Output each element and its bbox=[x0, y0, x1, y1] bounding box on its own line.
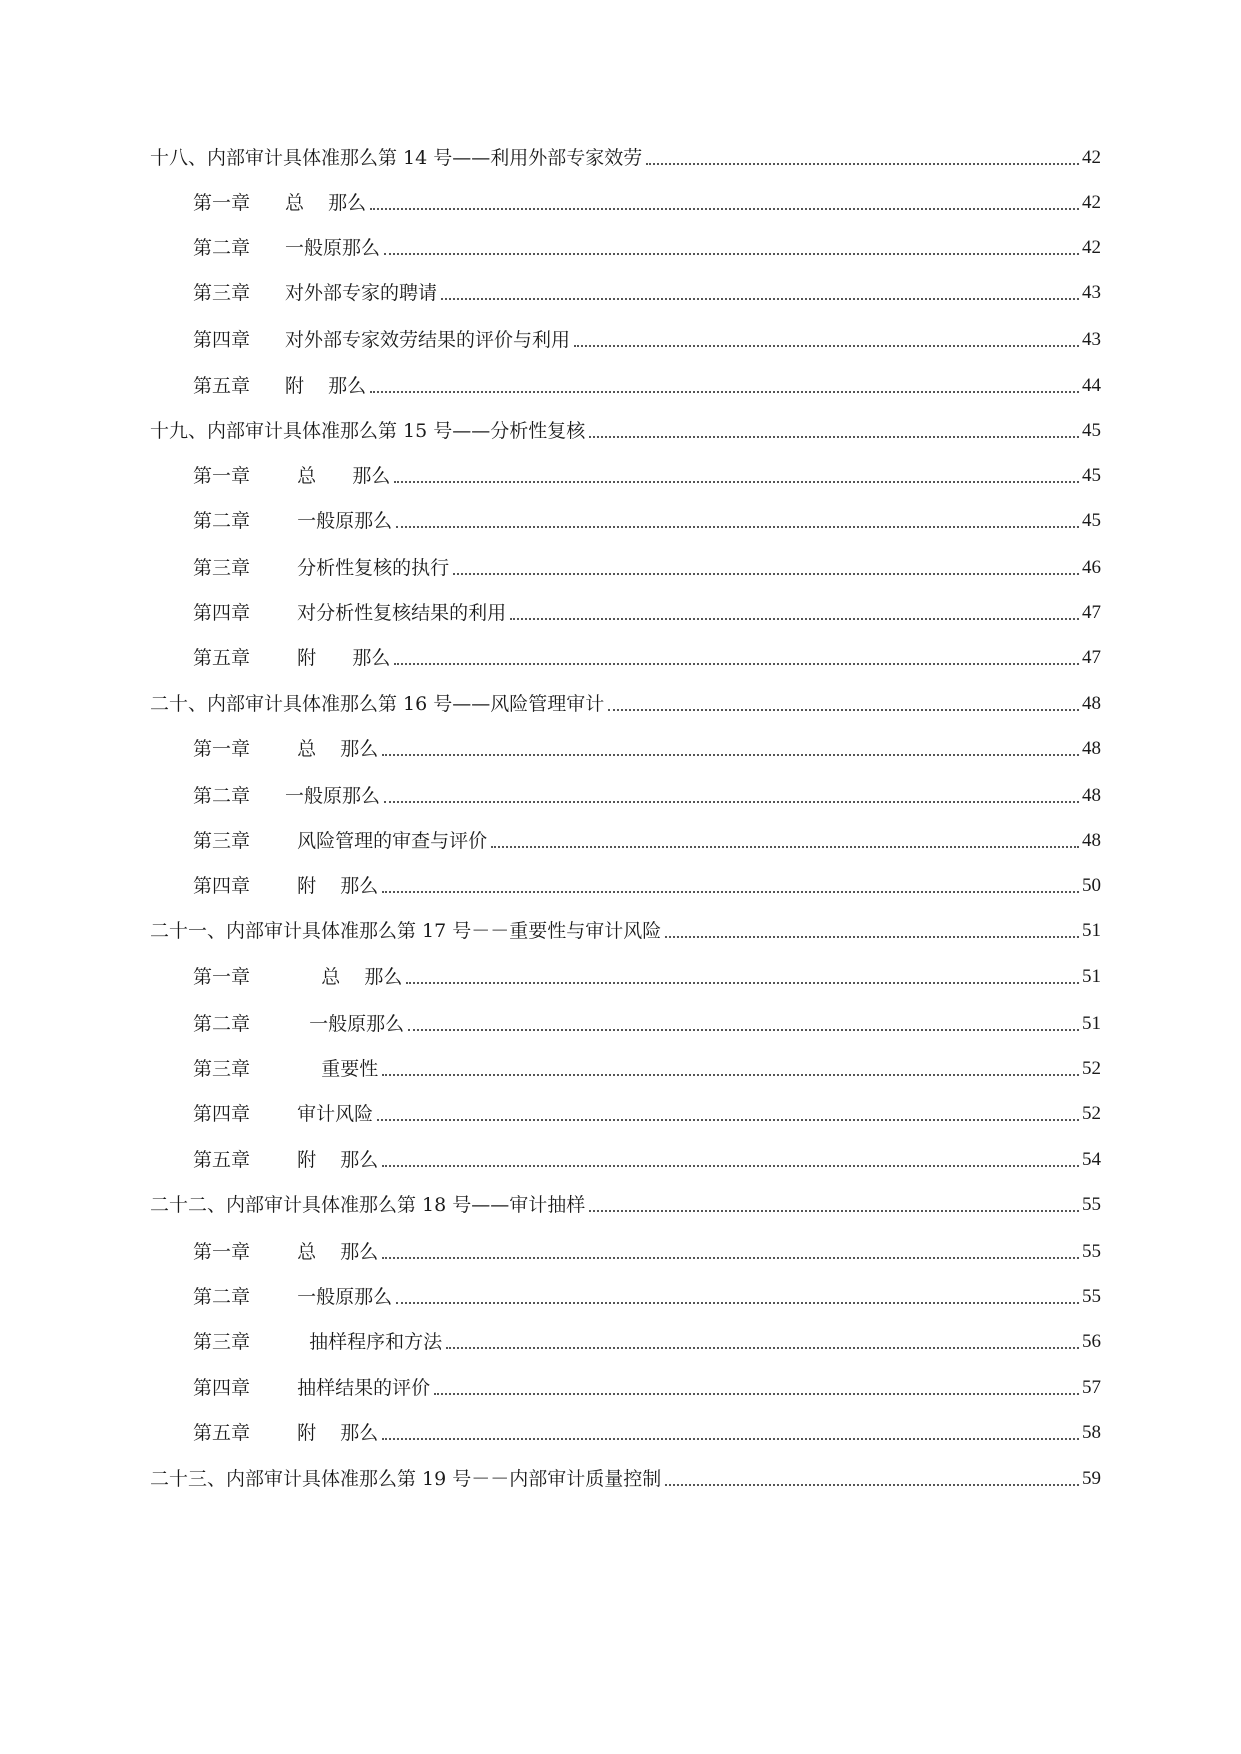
toc-page-number: 51 bbox=[1082, 1013, 1101, 1034]
dot-leader bbox=[491, 846, 1079, 848]
dot-leader bbox=[394, 481, 1079, 483]
toc-entry-chapter[interactable] bbox=[193, 868, 1101, 898]
toc-entry-part-21[interactable] bbox=[150, 913, 1101, 943]
chapter-title: 抽样结果的评价 bbox=[285, 1377, 431, 1399]
dot-leader bbox=[446, 1347, 1079, 1349]
toc-entry-chapter[interactable] bbox=[193, 1415, 1101, 1445]
dot-leader bbox=[434, 1393, 1079, 1395]
toc-page-number: 42 bbox=[1082, 147, 1101, 168]
dot-leader bbox=[441, 298, 1079, 300]
chapter-number: 第二章 bbox=[193, 510, 251, 532]
toc-entry-chapter[interactable] bbox=[193, 1279, 1101, 1309]
toc-page-number: 44 bbox=[1082, 375, 1101, 396]
dot-leader bbox=[370, 391, 1079, 393]
toc-entry-part-20[interactable] bbox=[150, 686, 1101, 716]
dot-leader bbox=[382, 891, 1079, 893]
toc-page-number: 42 bbox=[1082, 237, 1101, 258]
chapter-number: 第一章 bbox=[193, 465, 251, 487]
toc-entry-chapter[interactable] bbox=[193, 503, 1101, 533]
toc-page-number: 42 bbox=[1082, 192, 1101, 213]
toc-entry-chapter[interactable] bbox=[193, 458, 1101, 488]
toc-page-number: 54 bbox=[1082, 1149, 1101, 1170]
toc-entry-label: 二十、内部审计具体准那么第 16 号——风险管理审计 bbox=[150, 693, 605, 715]
toc-entry-chapter[interactable] bbox=[193, 1324, 1101, 1354]
chapter-title: 总 那么 bbox=[285, 738, 379, 760]
chapter-title: 对外部专家效劳结果的评价与利用 bbox=[285, 329, 571, 351]
toc-entry-part-18[interactable] bbox=[150, 140, 1101, 170]
chapter-number: 第三章 bbox=[193, 557, 251, 579]
toc-entry-chapter[interactable] bbox=[193, 1234, 1101, 1264]
dot-leader bbox=[382, 754, 1079, 756]
chapter-number: 第二章 bbox=[193, 1013, 251, 1035]
chapter-title: 一般原那么 bbox=[285, 1013, 405, 1035]
toc-page-number: 46 bbox=[1082, 557, 1101, 578]
chapter-title: 分析性复核的执行 bbox=[285, 557, 450, 579]
chapter-title: 一般原那么 bbox=[285, 1286, 393, 1308]
chapter-title: 附 那么 bbox=[285, 375, 367, 397]
toc-page-number: 59 bbox=[1082, 1468, 1101, 1489]
dot-leader bbox=[382, 1165, 1079, 1167]
toc-entry-chapter[interactable] bbox=[193, 1370, 1101, 1400]
dot-leader bbox=[589, 1210, 1079, 1212]
toc-entry-chapter[interactable] bbox=[193, 1142, 1101, 1172]
chapter-title: 抽样程序和方法 bbox=[285, 1331, 443, 1353]
chapter-title: 总 那么 bbox=[285, 966, 403, 988]
toc-entry-chapter[interactable] bbox=[193, 275, 1101, 305]
chapter-number: 第三章 bbox=[193, 1331, 251, 1353]
chapter-number: 第四章 bbox=[193, 602, 251, 624]
chapter-number: 第四章 bbox=[193, 329, 251, 351]
toc-entry-chapter[interactable] bbox=[193, 322, 1101, 352]
dot-leader bbox=[406, 982, 1079, 984]
toc-entry-label: 二十三、内部审计具体准那么第 19 号－－内部审计质量控制 bbox=[150, 1468, 662, 1490]
chapter-title: 一般原那么 bbox=[285, 785, 381, 807]
toc-page-number: 58 bbox=[1082, 1422, 1101, 1443]
dot-leader bbox=[453, 573, 1079, 575]
dot-leader bbox=[665, 936, 1079, 938]
toc-entry-part-19[interactable] bbox=[150, 413, 1101, 443]
toc-page-number: 45 bbox=[1082, 465, 1101, 486]
toc-entry-chapter[interactable] bbox=[193, 731, 1101, 761]
chapter-title: 审计风险 bbox=[285, 1103, 374, 1125]
toc-entry-chapter[interactable] bbox=[193, 1051, 1101, 1081]
dot-leader bbox=[665, 1484, 1079, 1486]
toc-page-number: 56 bbox=[1082, 1331, 1101, 1352]
chapter-number: 第五章 bbox=[193, 1149, 251, 1171]
toc-page-number: 51 bbox=[1082, 920, 1101, 941]
toc-entry-part-23[interactable] bbox=[150, 1461, 1101, 1491]
toc-page-number: 55 bbox=[1082, 1241, 1101, 1262]
toc-page-number: 48 bbox=[1082, 738, 1101, 759]
dot-leader bbox=[384, 253, 1079, 255]
dot-leader bbox=[396, 526, 1079, 528]
chapter-title: 总 那么 bbox=[285, 465, 391, 487]
chapter-number: 第四章 bbox=[193, 1377, 251, 1399]
toc-entry-chapter[interactable] bbox=[193, 185, 1101, 215]
chapter-number: 第二章 bbox=[193, 1286, 251, 1308]
toc-entry-label: 二十一、内部审计具体准那么第 17 号－－重要性与审计风险 bbox=[150, 920, 662, 942]
chapter-title: 附 那么 bbox=[285, 875, 379, 897]
dot-leader bbox=[589, 436, 1079, 438]
chapter-number: 第四章 bbox=[193, 1103, 251, 1125]
chapter-title: 对分析性复核结果的利用 bbox=[285, 602, 507, 624]
chapter-number: 第三章 bbox=[193, 830, 251, 852]
chapter-title: 附 那么 bbox=[285, 1149, 379, 1171]
toc-page-number: 50 bbox=[1082, 875, 1101, 896]
toc-page-number: 48 bbox=[1082, 830, 1101, 851]
dot-leader bbox=[408, 1029, 1079, 1031]
toc-page-number: 57 bbox=[1082, 1377, 1101, 1398]
chapter-number: 第一章 bbox=[193, 966, 251, 988]
chapter-title: 附 那么 bbox=[285, 647, 391, 669]
chapter-title: 对外部专家的聘请 bbox=[285, 282, 438, 304]
chapter-number: 第四章 bbox=[193, 875, 251, 897]
chapter-title: 一般原那么 bbox=[285, 237, 381, 259]
dot-leader bbox=[384, 801, 1079, 803]
toc-entry-chapter[interactable] bbox=[193, 550, 1101, 580]
chapter-title: 总 那么 bbox=[285, 1241, 379, 1263]
dot-leader bbox=[382, 1438, 1079, 1440]
chapter-title: 附 那么 bbox=[285, 1422, 379, 1444]
dot-leader bbox=[510, 618, 1079, 620]
toc-entry-chapter[interactable] bbox=[193, 1006, 1101, 1036]
toc-page-number: 45 bbox=[1082, 510, 1101, 531]
toc-entry-label: 十八、内部审计具体准那么第 14 号——利用外部专家效劳 bbox=[150, 147, 643, 169]
toc-entry-chapter[interactable] bbox=[193, 1096, 1101, 1126]
toc-entry-label: 二十二、内部审计具体准那么第 18 号——审计抽样 bbox=[150, 1194, 586, 1216]
chapter-number: 第三章 bbox=[193, 282, 251, 304]
toc-page-number: 47 bbox=[1082, 647, 1101, 668]
toc-entry-chapter[interactable] bbox=[193, 230, 1101, 260]
toc-page-number: 55 bbox=[1082, 1286, 1101, 1307]
dot-leader bbox=[382, 1257, 1079, 1259]
toc-page-number: 52 bbox=[1082, 1103, 1101, 1124]
chapter-title: 重要性 bbox=[285, 1058, 379, 1080]
toc-entry-chapter[interactable] bbox=[193, 640, 1101, 670]
toc-entry-chapter[interactable] bbox=[193, 778, 1101, 808]
dot-leader bbox=[396, 1302, 1079, 1304]
chapter-number: 第一章 bbox=[193, 738, 251, 760]
chapter-number: 第五章 bbox=[193, 1422, 251, 1444]
dot-leader bbox=[382, 1074, 1079, 1076]
toc-entry-chapter[interactable] bbox=[193, 823, 1101, 853]
toc-page-number: 47 bbox=[1082, 602, 1101, 623]
chapter-number: 第三章 bbox=[193, 1058, 251, 1080]
dot-leader bbox=[377, 1119, 1079, 1121]
dot-leader bbox=[394, 663, 1079, 665]
chapter-title: 一般原那么 bbox=[285, 510, 393, 532]
toc-entry-label: 十九、内部审计具体准那么第 15 号——分析性复核 bbox=[150, 420, 586, 442]
chapter-number: 第二章 bbox=[193, 785, 251, 807]
chapter-number: 第一章 bbox=[193, 1241, 251, 1263]
dot-leader bbox=[370, 208, 1079, 210]
toc-page-number: 52 bbox=[1082, 1058, 1101, 1079]
chapter-title: 总 那么 bbox=[285, 192, 367, 214]
toc-page-number: 45 bbox=[1082, 420, 1101, 441]
chapter-number: 第五章 bbox=[193, 375, 251, 397]
toc-entry-chapter[interactable] bbox=[193, 368, 1101, 398]
toc-page-number: 43 bbox=[1082, 329, 1101, 350]
toc-page-number: 48 bbox=[1082, 785, 1101, 806]
chapter-title: 风险管理的审查与评价 bbox=[285, 830, 488, 852]
toc-page-number: 55 bbox=[1082, 1194, 1101, 1215]
dot-leader bbox=[574, 345, 1079, 347]
toc-page-number: 51 bbox=[1082, 966, 1101, 987]
toc-page-number: 48 bbox=[1082, 693, 1101, 714]
toc-page-number: 43 bbox=[1082, 282, 1101, 303]
toc-entry-chapter[interactable] bbox=[193, 595, 1101, 625]
chapter-number: 第一章 bbox=[193, 192, 251, 214]
toc-entry-part-22[interactable] bbox=[150, 1187, 1101, 1217]
toc-entry-chapter[interactable] bbox=[193, 959, 1101, 989]
dot-leader bbox=[646, 163, 1079, 165]
dot-leader bbox=[608, 709, 1079, 711]
chapter-number: 第二章 bbox=[193, 237, 251, 259]
chapter-number: 第五章 bbox=[193, 647, 251, 669]
